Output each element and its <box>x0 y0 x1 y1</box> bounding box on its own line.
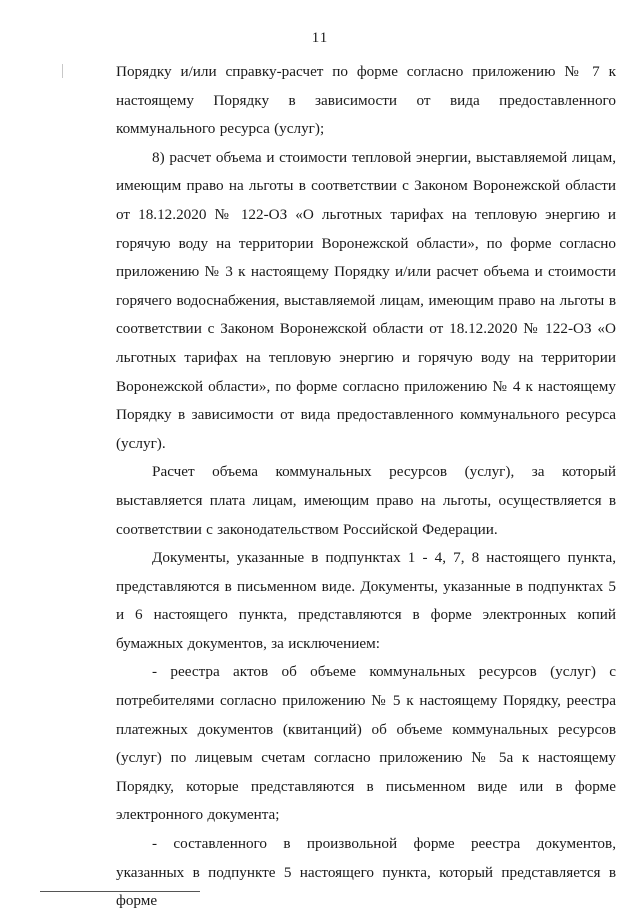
document-body <box>116 58 616 916</box>
paragraph-calculation: Расчет объема коммунальных ресурсов (услуг), за который выставляется плата лицам, имеющим право на льготы, осуществляется в соответствии с законодательством Российской Федерации. <box>116 463 616 538</box>
page-number: 11 <box>311 30 329 46</box>
footer-rule <box>40 891 200 892</box>
scan-margin-mark <box>62 64 63 78</box>
paragraph-documents: Документы, указанные в подпунктах 1 - 4, 7, 8 настоящего пункта, представляются в письменном виде. Документы, указанные в подпунктах 5 и 6 настоящего пункта, представляются в форме электронных копий бумажных документов, за исключением: <box>116 549 616 652</box>
paragraph-exception-registry-acts: - реестра актов об объеме коммунальных ресурсов (услуг) с потребителями согласно приложению № 5 к настоящему Порядку, реестра платежных документов (квитанций) об объеме коммунальных ресурсов (услуг) по лицевым счетам согласно приложению № 5а к настоящему Порядку, которые представляются в письменном виде или в форме электронного документа; <box>116 663 616 824</box>
paragraph-continuation: Порядку и/или справку-расчет по форме согласно приложению № 7 к настоящему Порядку в зависимости от вида предоставленного коммунального ресурса (услуг); <box>116 63 616 138</box>
paragraph-exception-registry-documents: - составленного в произвольной форме реестра документов, указанных в подпункте 5 настоящего пункта, который представляется в форме <box>116 835 616 910</box>
paragraph-subitem-8: 8) расчет объема и стоимости тепловой энергии, выставляемой лицам, имеющим право на льготы в соответствии с Законом Воронежской области от 18.12.2020 № 122-ОЗ «О льготных тарифах на тепловую энергию и горячую воду на территории Воронежской области», по форме согласно приложению № 3 к настоящему Порядку и/или расчет объема и стоимости горячего водоснабжения, выставляемой лицам, имеющим право на льготы в соответствии с Законом Воронежской области от 18.12.2020 № 122-ОЗ «О льготных тарифах на тепловую энергию и горячую воду на территории Воронежской области», по форме согласно приложению № 4 к настоящему Порядку в зависимости от вида предоставленного коммунального ресурса (услуг). <box>116 148 616 452</box>
